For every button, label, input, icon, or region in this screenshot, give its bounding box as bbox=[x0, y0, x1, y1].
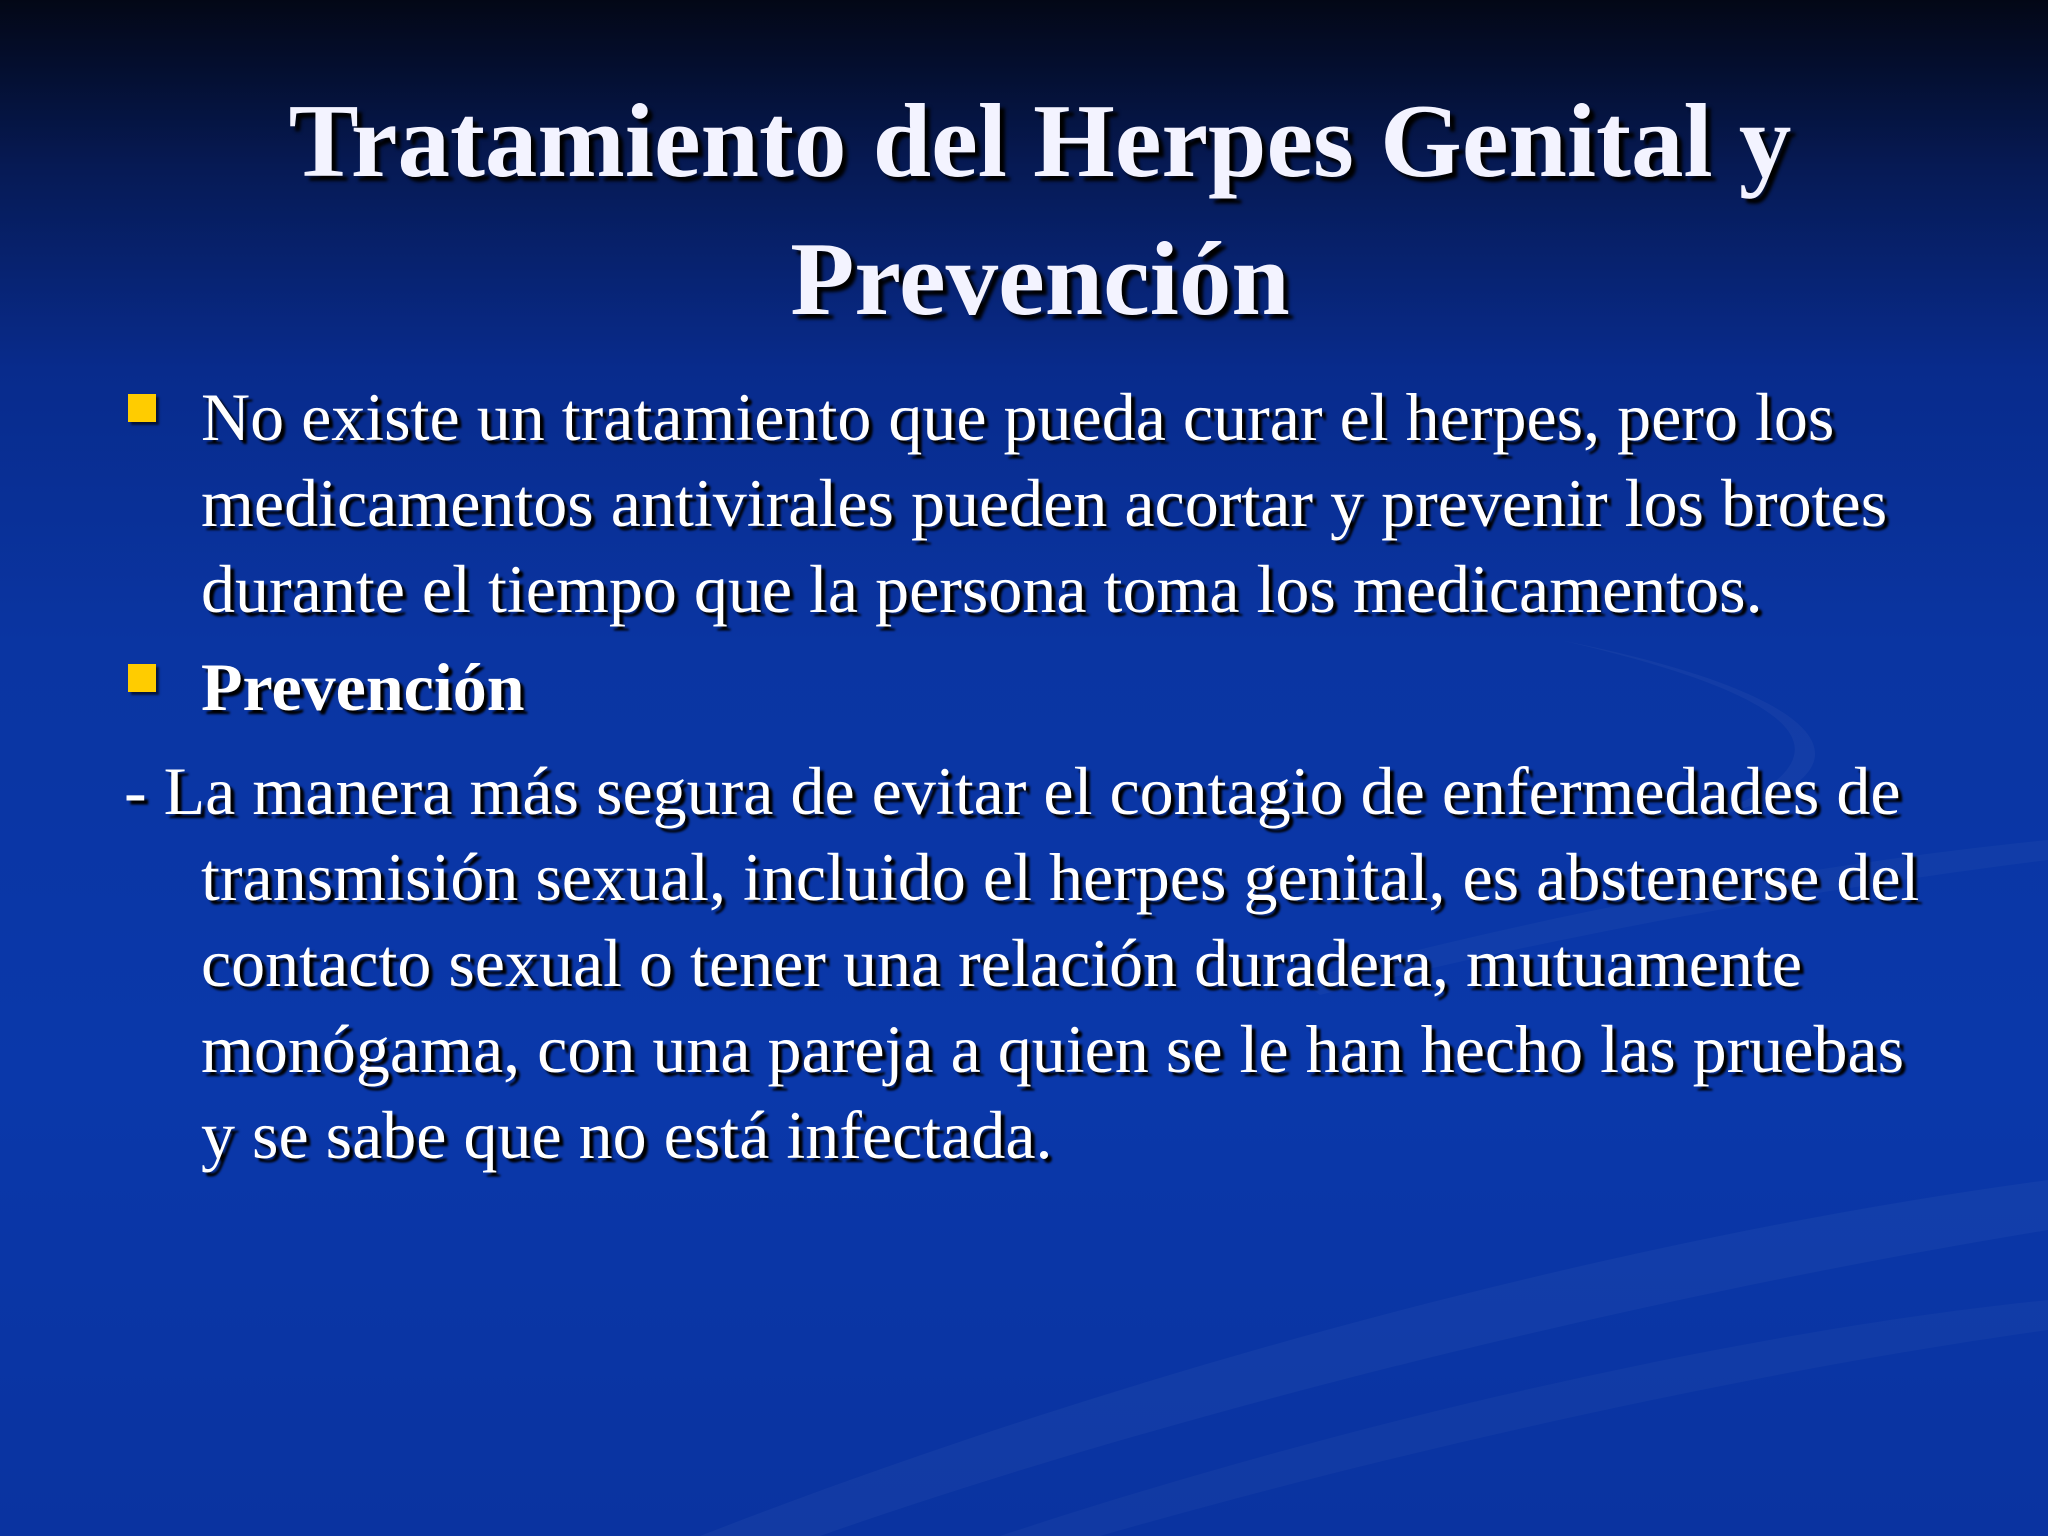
prevention-paragraph: - La manera más segura de evitar el contagio de enfermedades de transmisión sexual, incluido el herpes genital, es abstenerse del contacto sexual o tener una relación duradera, mutuamente monógama, con una pareja a quien se le han hecho las pruebas y se sabe que no está infectada. bbox=[124, 753, 1920, 1173]
bullet-item-prevention bbox=[124, 644, 1924, 730]
bullet-item-treatment bbox=[124, 374, 1924, 632]
bullet-text-prevention: Prevención bbox=[201, 649, 525, 725]
slide-body bbox=[124, 374, 1924, 1178]
bullet-text-treatment: No existe un tratamiento que pueda curar el herpes, pero los medicamentos antivirales pueden acortar y prevenir los brotes durante el tiempo que la persona toma los medicamentos. bbox=[201, 379, 1888, 627]
square-bullet-icon bbox=[128, 394, 156, 422]
square-bullet-icon bbox=[128, 664, 156, 692]
slide-title: Tratamiento del Herpes Genital y Prevención bbox=[288, 82, 1792, 337]
